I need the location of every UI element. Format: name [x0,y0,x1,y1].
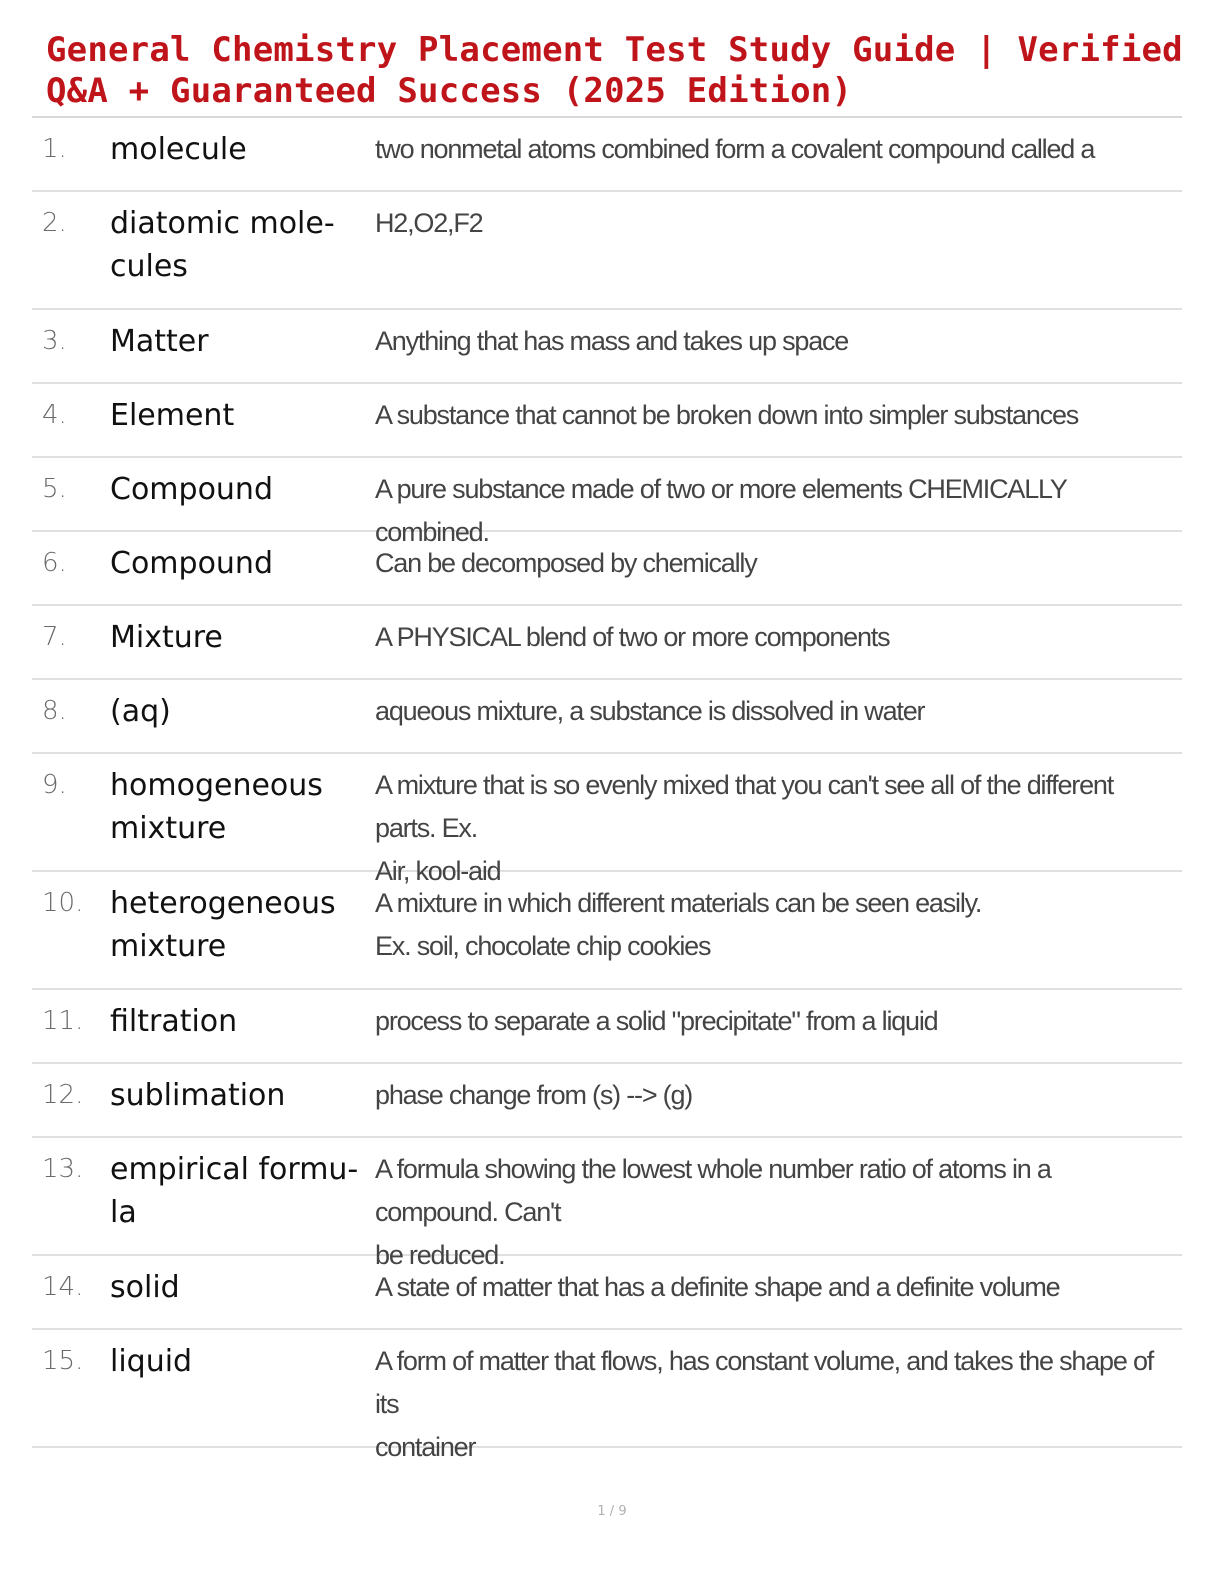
table-row [32,532,1182,606]
definition-text [375,1340,1182,1462]
page-title: General Chemistry Placement Test Study Guide | Verified Q&A + Guaranteed Success (2025 Edition) [46,30,1183,111]
term-text: empirical formu- la [110,1152,359,1230]
term-text: molecule [110,132,247,167]
term-text: heterogeneous mixture [110,886,336,964]
term-text: Compound [110,546,273,581]
row-number: 14. [42,1272,84,1302]
definition-text [375,764,1182,886]
definition-text [375,394,1182,456]
definition-line: A formula showing the lowest whole number ratio of atoms in a compound. Can't [375,1154,1051,1227]
row-number: 6. [42,548,67,578]
definition-text [375,1074,1182,1136]
definition-text [375,320,1182,382]
definition-line: A mixture that is so evenly mixed that you can't see all of the different parts. Ex. [375,770,1113,843]
term-text: liquid [110,1344,193,1379]
definition-line: Can be decomposed by chemically [375,548,757,578]
term-text: Mixture [110,620,223,655]
row-number: 5. [42,474,67,504]
table-row [32,384,1182,458]
row-number: 8. [42,696,67,726]
definition-text [375,616,1182,678]
term-text: solid [110,1270,180,1305]
row-number: 10. [42,888,84,918]
table-row [32,1256,1182,1330]
definition-text [375,882,1182,988]
table-row [32,990,1182,1064]
definition-line: aqueous mixture, a substance is dissolved in water [375,696,925,726]
definition-text [375,1266,1182,1328]
definition-line: two nonmetal atoms combined form a covalent compound called a [375,134,1095,164]
term-text: Compound [110,472,273,507]
row-number: 2. [42,208,67,238]
definition-line: Air, kool-aid [375,856,501,886]
term-text: Matter [110,324,209,359]
definition-text [375,468,1182,547]
table-row [32,458,1182,547]
definition-line: be reduced. [375,1240,505,1270]
table-row [32,310,1182,384]
definition-text [375,1148,1182,1270]
table-row [32,606,1182,680]
table-row [32,872,1182,990]
term-text: filtration [110,1004,238,1039]
table-row [32,1064,1182,1138]
definition-line: Anything that has mass and takes up space [375,326,849,356]
row-number: 11. [42,1006,84,1036]
definition-line: A pure substance made of two or more elements CHEMICALLY combined. [375,474,1067,547]
definition-text [375,202,1182,308]
table-row [32,118,1182,192]
term-text: (aq) [110,694,171,729]
definition-text [375,1000,1182,1062]
definition-line: H2,O2,F2 [375,208,483,238]
term-text: homogeneous mixture [110,768,323,846]
definition-line: process to separate a solid "precipitate" from a liquid [375,1006,938,1036]
page-indicator: 1 / 9 [597,1504,627,1519]
definition-text [375,542,1182,604]
table-row [32,192,1182,310]
flashcard-table [32,118,1182,1462]
row-number: 4. [42,400,67,430]
term-text: diatomic mole- cules [110,206,335,284]
definition-line: Ex. soil, chocolate chip cookies [375,931,711,961]
definition-line: A substance that cannot be broken down into simpler substances [375,400,1079,430]
row-number: 9. [42,770,67,800]
row-number: 15. [42,1346,84,1376]
definition-line: A PHYSICAL blend of two or more components [375,622,890,652]
definition-line: A state of matter that has a definite shape and a definite volume [375,1272,1060,1302]
definition-text [375,690,1182,752]
row-number: 12. [42,1080,84,1110]
table-row [32,1330,1182,1462]
table-row [32,1138,1182,1270]
definition-line: A mixture in which different materials can be seen easily. [375,888,982,918]
row-number: 7. [42,622,67,652]
term-text: Element [110,398,235,433]
definition-line: container [375,1432,476,1462]
definition-line: phase change from (s) --> (g) [375,1080,693,1110]
row-number: 1. [42,134,67,164]
row-number: 13. [42,1154,84,1184]
definition-text [375,128,1182,190]
definition-line: A form of matter that flows, has constant volume, and takes the shape of its [375,1346,1154,1419]
table-row [32,754,1182,886]
row-number: 3. [42,326,67,356]
term-text: sublimation [110,1078,286,1113]
table-row [32,680,1182,754]
